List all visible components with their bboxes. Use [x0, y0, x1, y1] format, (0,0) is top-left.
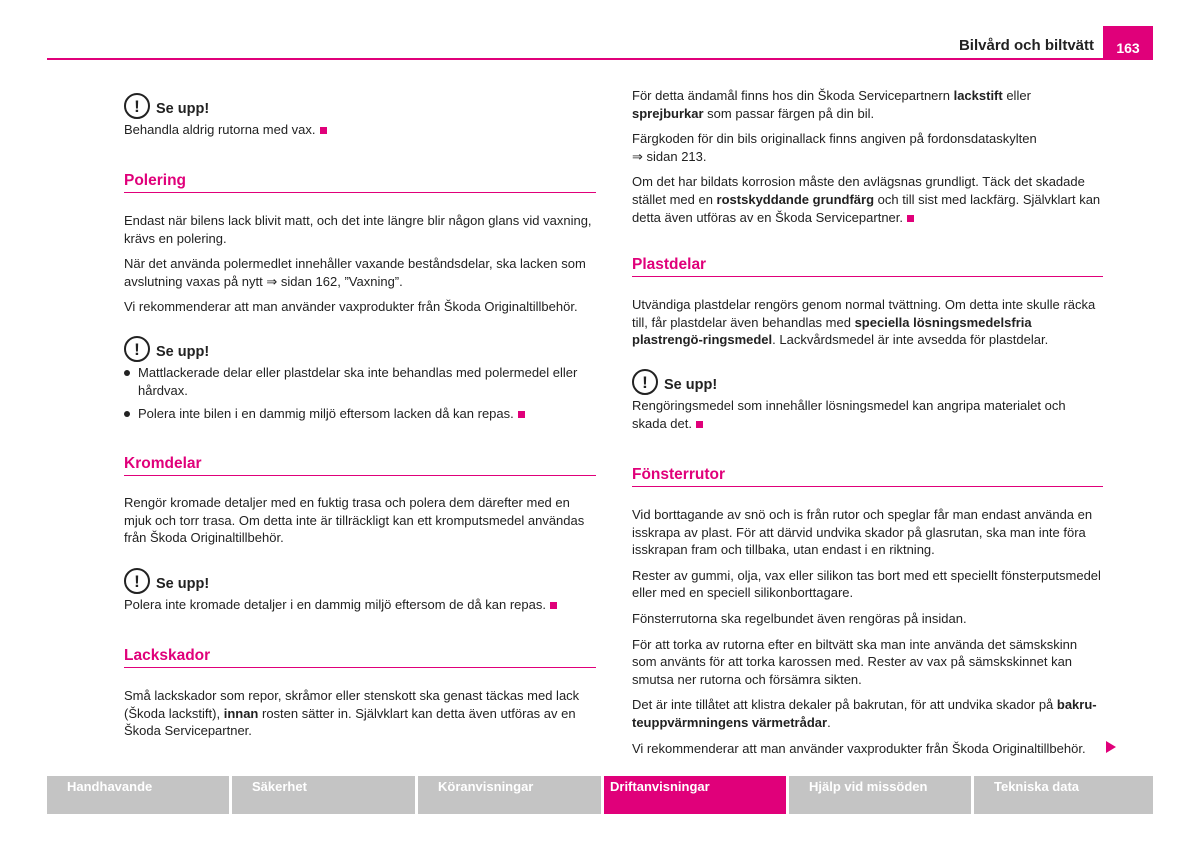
header-rule — [47, 58, 1153, 60]
text-run: . — [827, 714, 831, 730]
text-run: Färgkoden för din bils originallack finns angiven på fordonsdataskylten — [632, 131, 1037, 147]
section-fonsterrutor — [632, 466, 1103, 487]
text-run: som passar färgen på din bil. — [703, 105, 875, 121]
text-run: Små lackskador som repor, skråmor eller stenskott ska genast täckas med lack (Škoda lackstift), — [124, 688, 580, 721]
bold-text: lackstift — [953, 88, 1003, 103]
text-run: För detta ändamål finns hos din Škoda Servicepartnern — [632, 88, 954, 103]
paragraph: Vi rekommenderar att man använder vaxprodukter från Škoda Originaltillbehör. — [632, 740, 1086, 756]
nav-tab-driftanvisningar[interactable]: Driftanvisningar — [604, 776, 786, 814]
text-run: rosten sätter in. Självklart kan detta även utföras av en Škoda Servicepartner. — [124, 705, 576, 739]
section-heading: Plastdelar — [632, 256, 1103, 277]
bullet-icon — [124, 411, 130, 417]
page-number: 163 — [1103, 26, 1153, 60]
end-marker-icon — [907, 215, 914, 222]
section-lackskador — [124, 647, 596, 668]
text-run: eller — [1002, 88, 1031, 103]
next-page-arrow-icon[interactable] — [1106, 741, 1116, 753]
paragraph: Endast när bilens lack blivit matt, och det inte längre blir någon glans vid vaxning, krävs en polering. — [124, 213, 592, 246]
paragraph — [632, 87, 1103, 122]
warning-text: Behandla aldrig rutorna med vax. — [124, 122, 316, 137]
end-marker-icon — [550, 602, 557, 609]
paragraph — [632, 696, 1103, 731]
section-body — [632, 296, 1103, 357]
paragraph: Rengör kromade detaljer med en fuktig trasa och polera dem därefter med en mjuk och torr trasa. Om detta inte är tillräckligt kan ett kromputsmedel användas från Škoda Originaltillbehör. — [124, 495, 585, 546]
warning-icon: ! — [124, 336, 150, 362]
paragraph — [632, 173, 1103, 226]
warning-box — [124, 568, 596, 614]
nav-tab-koranvisningar[interactable]: Köranvisningar — [418, 776, 601, 814]
nav-tab-handhavande[interactable]: Handhavande — [47, 776, 229, 814]
paragraph: När det använda polermedlet innehåller vaxande beståndsdelar, ska lacken som avslutning vaxas på nytt ⇒ sidan 162, ”Vaxning”. — [124, 256, 586, 289]
warning-text: Rengöringsmedel som innehåller lösningsmedel kan angripa materialet och skada det. — [632, 398, 1066, 431]
section-body — [124, 212, 596, 324]
paragraph: För att torka av rutorna efter en biltvätt ska man inte använda det sämskskinn som använts för att torka karossen med. Rester av vax på sämskskinnet kan smutsa ner rutorna och försämra sikten. — [632, 636, 1078, 687]
warning-title: Se upp! — [156, 344, 210, 361]
section-heading: Polering — [124, 172, 596, 193]
section-heading: Fönsterrutor — [632, 466, 1103, 487]
paragraph — [124, 687, 596, 740]
text-run: och till sist med lackfärg. Självklart kan detta även utföras av en Škoda Servicepartner. — [632, 191, 1101, 225]
warning-text: Polera inte kromade detaljer i en dammig miljö eftersom de då kan repas. — [124, 597, 546, 612]
bullet-icon — [124, 370, 130, 376]
section-body — [124, 687, 596, 748]
list-item — [124, 364, 596, 399]
paragraph: Vi rekommenderar att man använder vaxprodukter från Škoda Originaltillbehör. — [124, 299, 578, 315]
bold-text: sprejburkar — [632, 105, 704, 121]
text-run: Utvändiga plastdelar rengörs genom normal tvättning. Om detta inte skulle räcka till, får plastdelar även behandlas med — [632, 297, 1096, 330]
list-item-text: Mattlackerade delar eller plastdelar ska inte behandlas med polermedel eller hårdvax. — [138, 365, 578, 398]
list-item — [124, 405, 596, 423]
section-heading: Kromdelar — [124, 455, 596, 476]
paragraph: Rester av gummi, olja, vax eller silikon tas bort med ett speciellt fönsterputsmedel eller med en speciell silikonborttagare. — [632, 567, 1101, 601]
section-body — [632, 87, 1103, 234]
text-run: . Lackvårdsmedel är inte avsedda för plastdelar. — [772, 332, 1049, 348]
nav-tab-sakerhet[interactable]: Säkerhet — [232, 776, 415, 814]
warning-box — [124, 93, 596, 139]
section-polering — [124, 172, 596, 193]
warning-box — [632, 369, 1103, 432]
running-header: Bilvård och biltvätt — [958, 37, 1094, 54]
paragraph: Fönsterrutorna ska regelbundet även rengöras på insidan. — [632, 610, 967, 626]
end-marker-icon — [320, 127, 327, 134]
end-marker-icon — [696, 421, 703, 428]
warning-title: Se upp! — [156, 101, 210, 118]
section-heading: Lackskador — [124, 647, 596, 668]
bold-text: bakru-teuppvärmningens värmetrådar — [632, 697, 1097, 730]
bold-text: innan — [223, 705, 259, 721]
cross-reference-link[interactable]: ⇒ sidan 213. — [632, 148, 707, 164]
text-run: Det är inte tillåtet att klistra dekaler på bakrutan, för att undvika skador på — [632, 697, 1057, 713]
text-run: Om det har bildats korrosion måste den avlägsnas grundligt. Täck det skadade stället med en — [632, 174, 1085, 207]
warning-title: Se upp! — [664, 377, 718, 394]
warning-icon: ! — [124, 568, 150, 594]
nav-tab-hjalp-vid-missoden[interactable]: Hjälp vid missöden — [789, 776, 971, 814]
list-item-text: Polera inte bilen i en dammig miljö eftersom lacken då kan repas. — [138, 406, 514, 422]
bold-text: rostskyddande grundfärg — [716, 191, 875, 207]
section-body — [124, 494, 596, 555]
warning-title: Se upp! — [156, 576, 210, 593]
paragraph — [632, 296, 1103, 349]
section-kromdelar — [124, 455, 596, 476]
end-marker-icon — [518, 411, 525, 418]
paragraph: Vid borttagande av snö och is från rutor och speglar får man endast använda en isskrapa av plast. För att därvid undvika skador på glasrutan, ska man inte föra isskrapan fram och tillbaka, utan endast i en riktning. — [632, 507, 1093, 558]
warning-icon: ! — [124, 93, 150, 119]
nav-tab-tekniska-data[interactable]: Tekniska data — [974, 776, 1153, 814]
section-plastdelar — [632, 256, 1103, 277]
warning-icon: ! — [632, 369, 658, 395]
chapter-nav — [47, 776, 1153, 814]
section-body — [632, 506, 1103, 765]
warning-box — [124, 336, 596, 429]
bold-text: speciella lösningsmedelsfria plastrengö-ringsmedel — [632, 314, 1032, 348]
paragraph — [632, 130, 1103, 165]
